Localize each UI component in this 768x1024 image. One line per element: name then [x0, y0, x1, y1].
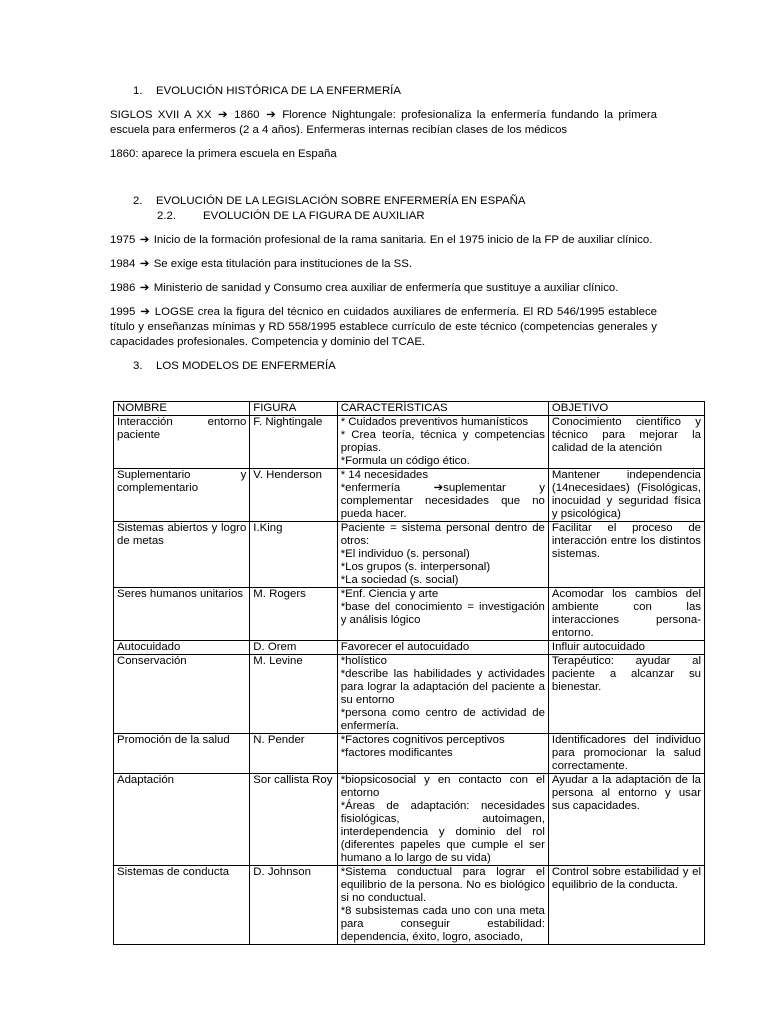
history-year: 1860	[234, 109, 260, 121]
cell-objetivo: Identificadores del individuo para promocionar la salud correctamente.	[548, 734, 704, 774]
caracteristica-line: * 14 necesidades	[340, 469, 429, 481]
cell-caracteristicas	[337, 416, 548, 469]
paragraph-history	[110, 108, 657, 138]
cell-caracteristicas	[337, 469, 548, 522]
table-header-row	[114, 402, 705, 416]
cell-figura: V. Henderson	[250, 469, 337, 522]
subsection-heading	[110, 209, 657, 224]
caracteristica-line: *Áreas de adaptación: necesidades fisiológicas, autoimagen, interdependencia y dominio del rol (diferentes papeles que cumple el ser humano a lo largo de su vida)	[340, 800, 545, 864]
table-row	[114, 641, 705, 655]
table-row	[114, 469, 705, 522]
cell-objetivo: Acomodar los cambios del ambiente con las interacciones persona-entorno.	[548, 588, 704, 641]
table-row	[114, 866, 705, 945]
section-title: EVOLUCIÓN HISTÓRICA DE LA ENFERMERÍA	[156, 85, 401, 97]
cell-nombre: Adaptación	[114, 774, 250, 866]
table-row	[114, 588, 705, 641]
caracteristica-line: *Sistema conductual para lograr el equilibrio de la persona. No es biológico si no conductual.	[340, 866, 545, 904]
cell-nombre: Autocuidado	[114, 641, 250, 655]
caracteristica-line: *base del conocimiento = investigación y análisis lógico	[340, 601, 545, 626]
legislation-year: 1975	[110, 234, 136, 246]
nursing-models-table	[113, 401, 705, 945]
cell-objetivo: Conocimiento científico y técnico para mejorar la calidad de la atención	[548, 416, 704, 469]
section-number: 2.	[133, 195, 143, 207]
legislation-text: Inicio de la formación profesional de la rama sanitaria. En el 1975 inicio de la FP de auxiliar clínico.	[153, 234, 653, 246]
arrow-icon: ➔	[139, 258, 150, 270]
caracteristica-line: *factores modificantes	[340, 747, 453, 759]
section-2-heading	[110, 194, 657, 209]
section-3-heading	[110, 359, 657, 374]
cell-caracteristicas	[337, 774, 548, 866]
arrow-icon: ➔	[266, 109, 276, 121]
paragraph-first-school: 1860: aparece la primera escuela en España	[110, 148, 337, 160]
section-1-heading	[110, 84, 657, 99]
cell-figura: F. Nightingale	[250, 416, 337, 469]
history-text: Florence Nightungale: profesionaliza la enfermería fundando la primera escuela para enfermeros (2 a 4 años). Enfermeras internas recibían clases de los médicos	[110, 109, 658, 136]
caracteristica-line: *Formula un código ético.	[340, 455, 470, 467]
document-page	[110, 82, 657, 374]
table-row	[114, 416, 705, 469]
legislation-year: 1986	[110, 282, 136, 294]
cell-nombre: Seres humanos unitarios	[114, 588, 250, 641]
cell-figura: N. Pender	[250, 734, 337, 774]
arrow-icon: ➔	[139, 282, 150, 294]
cell-objetivo: Terapéutico: ayudar al paciente a alcanzar su bienestar.	[548, 655, 704, 734]
cell-objetivo: Mantener independencia (14necesidaes) (Fisológicas, inocuidad y seguridad física y psicológica)	[548, 469, 704, 522]
legislation-item	[110, 233, 657, 248]
table-row	[114, 734, 705, 774]
caracteristica-line: Paciente = sistema personal dentro de otros:	[340, 522, 545, 547]
caracteristica-line: *Factores cognitivos perceptivos	[340, 734, 505, 746]
cell-nombre: Sistemas de conducta	[114, 866, 250, 945]
cell-objetivo: Influir autocuidado	[548, 641, 704, 655]
table-row	[114, 655, 705, 734]
cell-caracteristicas	[337, 522, 548, 588]
arrow-icon: ➔	[140, 306, 150, 318]
header-caracteristicas: CARACTERÍSTICAS	[337, 402, 548, 416]
cell-nombre: Conservación	[114, 655, 250, 734]
cell-objetivo: Ayudar a la adaptación de la persona al entorno y usar sus capacidades.	[548, 774, 704, 866]
section-number: 1.	[133, 85, 143, 97]
header-objetivo: OBJETIVO	[548, 402, 704, 416]
legislation-item	[110, 257, 657, 272]
cell-figura: I.King	[250, 522, 337, 588]
caracteristica-line: *Los grupos (s. interpersonal)	[340, 561, 491, 573]
caracteristica-line: *La sociedad (s. social)	[340, 574, 459, 586]
subsection-title: EVOLUCIÓN DE LA FIGURA DE AUXILIAR	[203, 210, 425, 222]
cell-caracteristicas	[337, 655, 548, 734]
legislation-text: Ministerio de sanidad y Consumo crea auxiliar de enfermería que sustituye a auxiliar clínico.	[153, 282, 619, 294]
legislation-item	[110, 281, 657, 296]
legislation-year: 1995	[110, 306, 136, 318]
cell-caracteristicas	[337, 588, 548, 641]
arrow-icon: ➔	[218, 109, 228, 121]
caracteristica-line: *enfermería ➔suplementar y complementar necesidades que no pueda hacer.	[340, 482, 545, 520]
caracteristica-line: *biopsicosocial y en contacto con el entorno	[340, 774, 545, 799]
caracteristica-line: * Crea teoría, técnica y competencias propias.	[340, 429, 545, 454]
cell-caracteristicas	[337, 734, 548, 774]
caracteristica-line: *Enf. Ciencia y arte	[340, 588, 439, 600]
legislation-year: 1984	[110, 258, 136, 270]
arrow-icon: ➔	[139, 234, 150, 246]
section-title: LOS MODELOS DE ENFERMERÍA	[156, 360, 336, 372]
cell-objetivo: Facilitar el proceso de interacción entre los distintos sistemas.	[548, 522, 704, 588]
cell-figura: D. Orem	[250, 641, 337, 655]
table-row	[114, 522, 705, 588]
cell-nombre: Suplementario y complementario	[114, 469, 250, 522]
cell-nombre: Promoción de la salud	[114, 734, 250, 774]
cell-caracteristicas	[337, 641, 548, 655]
table-row	[114, 774, 705, 866]
header-nombre: NOMBRE	[114, 402, 250, 416]
cell-figura: D. Johnson	[250, 866, 337, 945]
caracteristica-line: *describe las habilidades y actividades para lograr la adaptación del paciente a su entorno	[340, 668, 545, 706]
section-number: 3.	[133, 360, 143, 372]
subsection-number: 2.2.	[157, 210, 176, 222]
caracteristica-line: * Cuidados preventivos humanísticos	[340, 416, 529, 428]
caracteristica-line: *El individuo (s. personal)	[340, 548, 470, 560]
cell-nombre: Sistemas abiertos y logro de metas	[114, 522, 250, 588]
caracteristica-line: Favorecer el autocuidado	[340, 641, 470, 653]
section-title: EVOLUCIÓN DE LA LEGISLACIÓN SOBRE ENFERMERÍA EN ESPAÑA	[156, 195, 526, 207]
legislation-item	[110, 305, 657, 350]
cell-nombre: Interacción entorno paciente	[114, 416, 250, 469]
cell-objetivo: Control sobre estabilidad y el equilibrio de la conducta.	[548, 866, 704, 945]
caracteristica-line: *8 subsistemas cada uno con una meta para conseguir estabilidad: dependencia, éxito, logro, asociado,	[340, 905, 545, 943]
cell-caracteristicas	[337, 866, 548, 945]
cell-figura: Sor callista Roy	[250, 774, 337, 866]
legislation-text: Se exige esta titulación para instituciones de la SS.	[153, 258, 413, 270]
cell-figura: M. Levine	[250, 655, 337, 734]
caracteristica-line: *holístico	[340, 655, 387, 667]
history-period: SIGLOS XVII A XX	[110, 109, 212, 121]
cell-figura: M. Rogers	[250, 588, 337, 641]
legislation-text: LOGSE crea la figura del técnico en cuidados auxiliares de enfermería. El RD 546/1995 establece título y enseñanzas mínimas y RD 558/1995 establece currículo de este técnico (competencias generales y capacidades profesionales. Competencia y dominio del TCAE.	[110, 306, 657, 348]
caracteristica-line: *persona como centro de actividad de enfermería.	[340, 707, 545, 732]
header-figura: FIGURA	[250, 402, 337, 416]
